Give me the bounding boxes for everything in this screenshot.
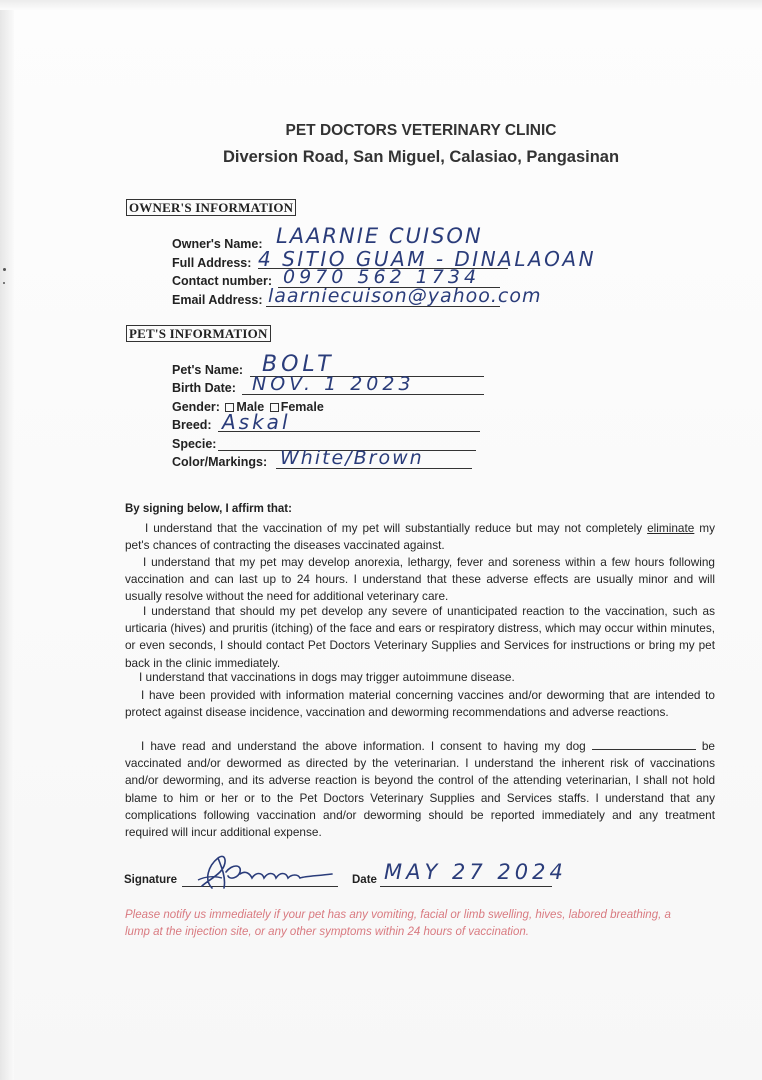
consent-paragraph-6	[125, 738, 715, 841]
consent-p5-text: I have been provided with information material concerning vaccines and/or deworming that are intended to protect against disease incidence, vaccination and deworming recommendations and adverse reactions.	[125, 688, 715, 720]
clinic-address: Diversion Road, San Miguel, Calasiao, Pangasinan	[222, 148, 620, 166]
consent-p6-text-b: be vaccinated and/or dewormed as directed by the veterinarian. I understand the inherent risk of vaccinations and/or deworming, and its adverse reaction is beyond the control of the attending veterinarian, I shall not hold blame to him or her or to the Pet Doctors Veterinary Supplies and Services staffs. I understand that any complications following vaccination and/or deworming should be reported immediately and any treatment required will incur additional expense.	[125, 739, 715, 840]
pet-name-label: Pet's Name:	[172, 363, 244, 377]
breed-label: Breed:	[172, 418, 212, 432]
consent-p1-text-b: my pet's chances of contracting the diseases vaccinated against.	[125, 521, 716, 553]
owner-section-heading: OWNER'S INFORMATION	[126, 199, 296, 216]
clinic-name: PET DOCTORS VETERINARY CLINIC	[285, 122, 557, 139]
male-label: Male	[236, 400, 265, 414]
consent-title: By signing below, I affirm that:	[125, 503, 292, 515]
consent-paragraph-3	[125, 603, 715, 672]
scan-edge-top	[0, 0, 762, 10]
date-value: MAY 27 2024	[384, 860, 567, 884]
email-value: laarniecuison@yahoo.com	[268, 285, 542, 307]
scan-speck	[3, 282, 5, 284]
contact-value: 0970 562 1734	[283, 266, 481, 288]
female-label: Female	[280, 400, 324, 414]
date-label: Date	[352, 874, 377, 886]
scan-speck	[3, 268, 6, 271]
color-value: White/Brown	[280, 447, 424, 469]
signature-mark	[182, 842, 342, 894]
consent-paragraph-1	[125, 520, 715, 554]
consent-p6-text-a: I have read and understand the above information. I consent to having my dog	[141, 739, 586, 753]
date-line	[380, 886, 552, 887]
consent-p1-text-a: I understand that the vaccination of my pet will substantially reduce but may not completely	[145, 521, 643, 535]
specie-label: Specie:	[172, 437, 217, 451]
birth-date-label: Birth Date:	[172, 381, 236, 395]
pet-section-heading: PET'S INFORMATION	[126, 325, 271, 342]
consent-paragraph-5	[125, 687, 715, 721]
full-address-value: 4 SITIO GUAM - DINALAOAN	[258, 247, 597, 271]
color-label: Color/Markings:	[172, 455, 268, 469]
dog-name-blank[interactable]	[592, 739, 696, 750]
gender-label: Gender:	[172, 400, 220, 414]
consent-p2-text: I understand that my pet may develop anorexia, lethargy, fever and soreness within a few hours following vaccination and can last up to 24 hours. I understand that these adverse effects are usually minor and will usually resolve without the need for additional veterinary care.	[125, 555, 715, 604]
consent-paragraph-2	[125, 554, 715, 606]
consent-p4-text: I understand that vaccinations in dogs may trigger autoimmune disease.	[139, 670, 515, 684]
pet-name-value: BOLT	[262, 352, 335, 377]
breed-value: Askal	[222, 410, 291, 434]
consent-p1-underlined: eliminate	[647, 521, 695, 535]
post-vaccination-notice: Please notify us immediately if your pet has any vomiting, facial or limb swelling, hives, labored breathing, a lump at the injection site, or any other symptoms within 24 hours of vaccination.	[125, 909, 671, 938]
owner-name-value: LAARNIE CUISON	[276, 224, 483, 248]
email-label: Email Address:	[172, 293, 263, 307]
birth-date-value: NOV. 1 2023	[252, 373, 415, 395]
consent-p3-text: I understand that should my pet develop any severe of unanticipated reaction to the vaccination, such as urticaria (hives) and pruritis (itching) of the face and ears or respiratory distress, which may occur within minutes, or even seconds, I should contact Pet Doctors Veterinary Supplies and Services for instructions or bring my pet back in the clinic immediately.	[125, 604, 715, 670]
signature-label: Signature	[124, 874, 178, 886]
contact-label: Contact number:	[172, 274, 272, 288]
owner-name-label: Owner's Name:	[172, 237, 263, 251]
full-address-label: Full Address:	[172, 256, 252, 270]
consent-paragraph-4	[125, 669, 715, 686]
